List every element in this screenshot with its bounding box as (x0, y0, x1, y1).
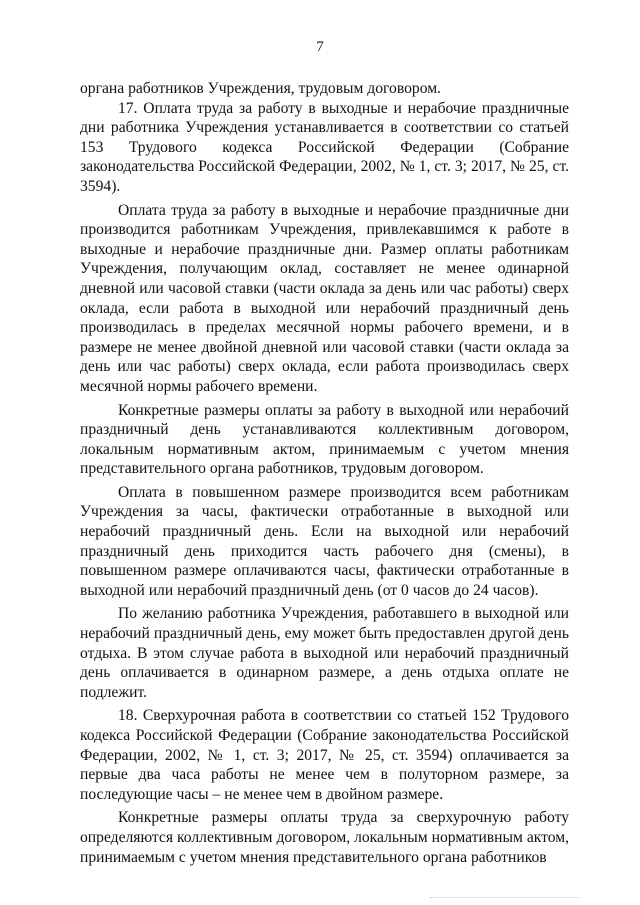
document-body (80, 79, 569, 867)
page-number: 7 (316, 39, 324, 55)
paragraph-specific-pay-amounts: Конкретные размеры оплаты за работу в выходной или нерабочий праздничный день устанавливаются коллективным договором, локальным нормативным актом, принимаемым с учетом мнения представительного органа работников, трудовым договором. (80, 401, 569, 478)
paragraph-overtime-amounts: Конкретные размеры оплаты труда за сверхурочную работу определяются коллективным договором, локальным нормативным актом, принимаемым с учетом мнения представительного органа работников (80, 809, 569, 866)
paragraph-item-17: 17. Оплата труда за работу в выходные и нерабочие праздничные дни работника Учреждения устанавливается в соответствии со статьей 153 Трудового кодекса Российской Федерации (Собрание законодательства Российской Федерации, 2002, № 1, ст. 3; 2017, № 25, ст. 3594). (80, 99, 569, 195)
paragraph-continuation: органа работников Учреждения, трудовым договором. (80, 80, 441, 97)
paragraph-increased-pay: Оплата в повышенном размере производится всем работникам Учреждения за часы, фактически отработанные в выходной или нерабочий праздничный день. Если на выходной или нерабочий праздничный день приходится часть рабочего дня (смены), в повышенном размере оплачиваются часы, фактически отработанные в выходной или нерабочий праздничный день (от 0 часов до 24 часов). (80, 483, 569, 599)
paragraph-item-18: 18. Сверхурочная работа в соответствии со статьей 152 Трудового кодекса Российской Федерации (Собрание законодательства Российской Федерации, 2002, № 1, ст. 3; 2017, № 25, ст. 3594) оплачивается за первые два часа работы не менее чем в полуторном размере, за последующие часы – не менее чем в двойном размере. (80, 707, 569, 803)
paragraph-day-off-option: По желанию работника Учреждения, работавшего в выходной или нерабочий праздничный день, ему может быть предоставлен другой день отдыха. В этом случае работа в выходной или нерабочий праздничный день оплачивается в одинарном размере, а день отдыха оплате не подлежит. (80, 605, 569, 701)
paragraph-holiday-pay: Оплата труда за работу в выходные и нерабочие праздничные дни производится работникам Учреждения, привлекавшимся к работе в выходные и нерабочие праздничные дни. Размер оплаты работникам Учреждения, получающим оклад, составляет не менее одинарной дневной или часовой ставки (части оклада за день или час работы) сверх оклада, если работа в выходной или нерабочий праздничный день производилась в пределах месячной нормы рабочего времени, и в размере не менее двойной дневной или часовой ставки (части оклада за день или час работы) сверх оклада, если работа производилась сверх месячной нормы рабочего времени. (80, 201, 569, 395)
scan-edge-artifact (430, 897, 580, 900)
